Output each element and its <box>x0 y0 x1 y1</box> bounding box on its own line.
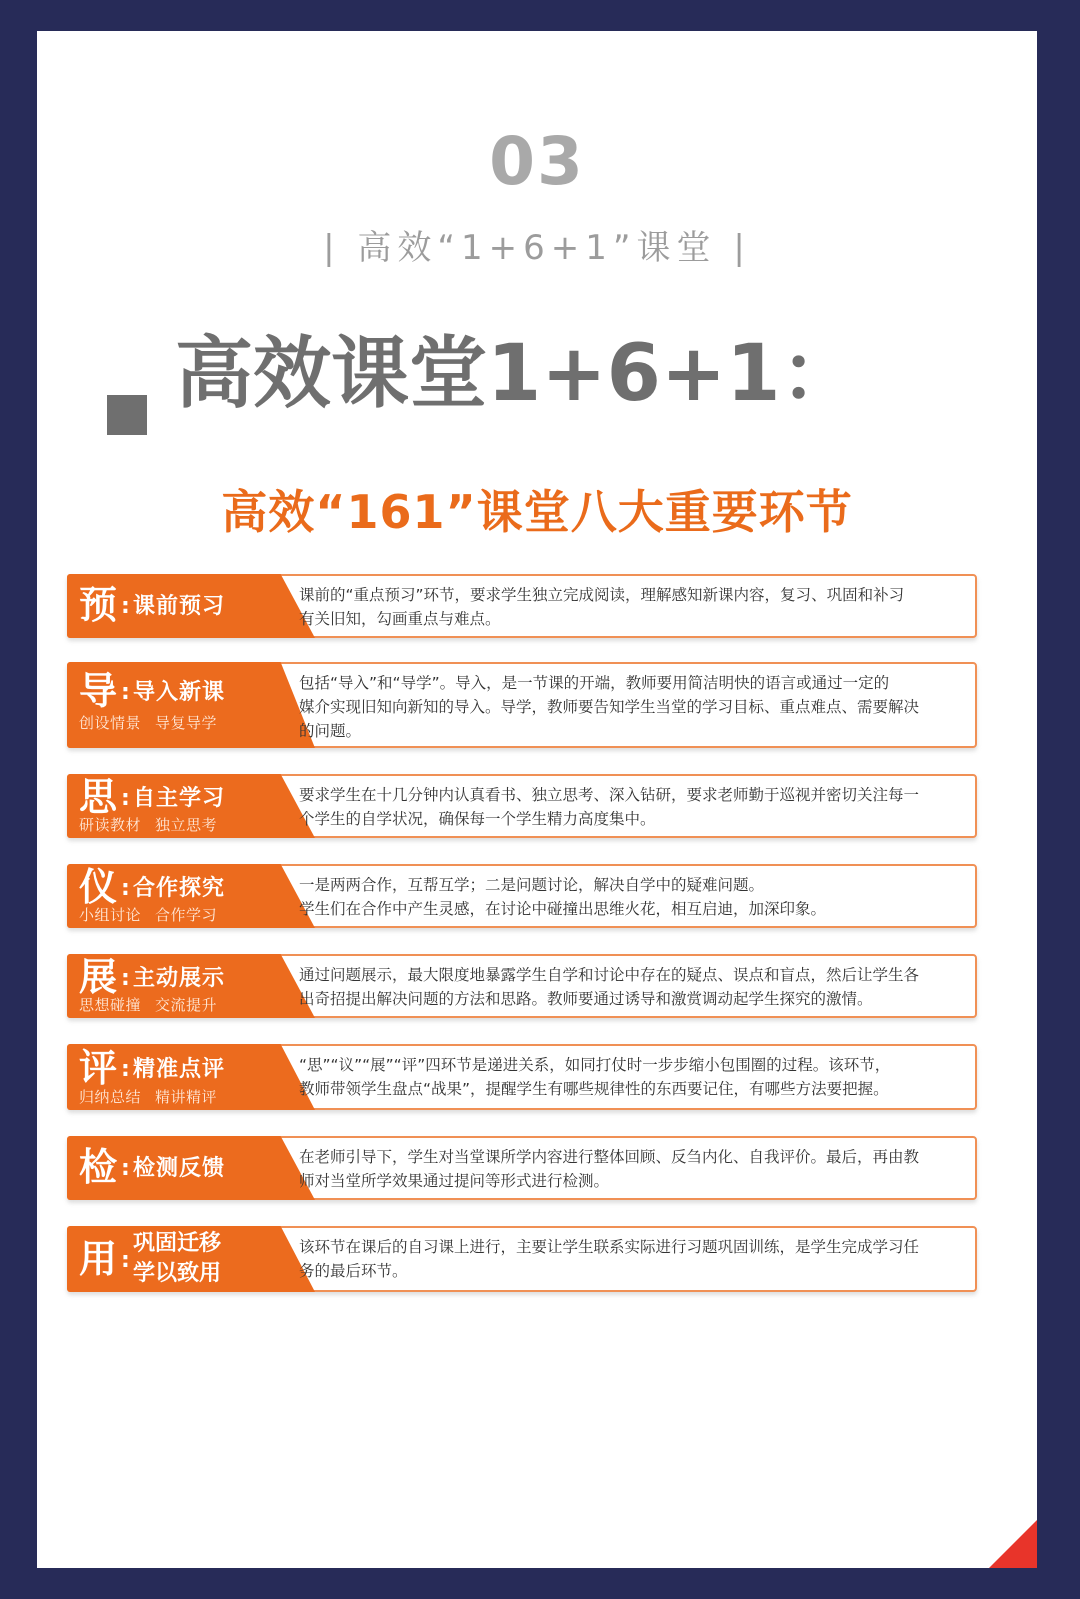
step-tag: 思想碰撞 <box>79 996 142 1014</box>
step-description <box>299 1053 967 1101</box>
step-colon: : <box>121 1156 130 1181</box>
step-row-ping <box>67 1044 977 1110</box>
step-label <box>67 574 275 638</box>
step-colon: : <box>121 966 130 991</box>
step-label <box>67 864 275 928</box>
step-row-jian <box>67 1136 977 1200</box>
step-tag: 创设情景 <box>79 714 142 732</box>
step-row-yi <box>67 864 977 928</box>
desc-line: 该环节在课后的自习课上进行，主要让学生联系实际进行习题巩固训练，是学生完成学习任 <box>299 1238 920 1256</box>
step-row-yu <box>67 574 977 638</box>
step-description <box>299 1145 967 1193</box>
step-description <box>299 1235 967 1283</box>
step-label <box>67 662 275 748</box>
step-tags <box>79 1090 231 1105</box>
step-description <box>299 963 967 1011</box>
section-number: 03 <box>489 123 585 200</box>
step-description <box>299 873 967 921</box>
step-label <box>67 954 275 1018</box>
desc-line: 教师带领学生盘点“战果”，提醒学生有哪些规律性的东西要记住，有哪些方法要把握。 <box>299 1080 889 1098</box>
step-tag: 精讲精评 <box>155 1088 218 1106</box>
step-title: 课前预习 <box>133 594 226 619</box>
desc-line: 的问题。 <box>299 722 362 740</box>
step-title: 合作探究 <box>133 876 226 901</box>
step-tags <box>79 818 231 833</box>
infographic-title: 高效“161”课堂八大重要环节 <box>221 485 853 539</box>
step-char: 检 <box>79 1145 118 1189</box>
step-title: 检测反馈 <box>133 1156 226 1181</box>
step-colon: : <box>121 786 130 811</box>
step-tags <box>79 716 231 731</box>
step-char: 思 <box>79 775 118 819</box>
step-label <box>67 1136 275 1200</box>
step-colon: : <box>121 876 130 901</box>
step-row-zhan <box>67 954 977 1018</box>
step-label <box>67 1044 275 1110</box>
step-title: 精准点评 <box>133 1057 226 1082</box>
step-char: 评 <box>79 1046 118 1090</box>
step-tag: 研读教材 <box>79 816 142 834</box>
desc-line: 课前的“重点预习”环节，要求学生独立完成阅读，理解感知新课内容，复习、巩固和补习 <box>299 586 905 604</box>
desc-line: 个学生的自学状况，确保每一个学生精力高度集中。 <box>299 810 656 828</box>
step-tag: 归纳总结 <box>79 1088 142 1106</box>
desc-line: 一是两两合作，互帮互学；二是问题讨论，解决自学中的疑难问题。 <box>299 876 765 894</box>
step-tag: 合作学习 <box>155 906 218 924</box>
section-subtitle: | 高效“1+6+1”课堂 | <box>323 228 751 268</box>
step-char: 导 <box>79 669 118 713</box>
step-tags <box>79 998 231 1013</box>
step-title-line: 巩固迁移 <box>133 1231 222 1256</box>
desc-line: 务的最后环节。 <box>299 1262 408 1280</box>
step-colon: : <box>121 594 130 619</box>
page-card <box>37 31 1037 1568</box>
desc-line: “思”“议”“展”“评”四环节是递进关系，如同打仗时一步步缩小包围圈的过程。该环节， <box>299 1056 891 1074</box>
step-tag: 小组讨论 <box>79 906 142 924</box>
desc-line: 媒介实现旧知向新知的导入。导学，教师要告知学生当堂的学习目标、重点难点、需要解决 <box>299 698 920 716</box>
desc-line: 要求学生在十几分钟内认真看书、独立思考、深入钻研，要求老师勤于巡视并密切关注每一 <box>299 786 920 804</box>
step-description <box>299 783 967 831</box>
desc-line: 学生们在合作中产生灵感，在讨论中碰撞出思维火花，相互启迪，加深印象。 <box>299 900 827 918</box>
step-char: 用 <box>79 1237 118 1281</box>
step-tag: 交流提升 <box>155 996 218 1014</box>
step-title <box>133 1229 221 1289</box>
step-label <box>67 774 275 838</box>
desc-line: 有关旧知，勾画重点与难点。 <box>299 610 501 628</box>
step-label <box>67 1226 275 1292</box>
step-description <box>299 583 967 631</box>
step-title-line: 学以致用 <box>133 1261 222 1286</box>
step-colon: : <box>121 680 130 705</box>
desc-line: 通过问题展示，最大限度地暴露学生自学和讨论中存在的疑点、误点和盲点，然后让学生各 <box>299 966 920 984</box>
step-row-dao <box>67 662 977 748</box>
step-colon: : <box>121 1248 130 1273</box>
step-row-si <box>67 774 977 838</box>
step-char: 展 <box>79 955 118 999</box>
step-colon: : <box>121 1057 130 1082</box>
square-bullet-icon <box>107 395 147 435</box>
step-char: 预 <box>79 583 118 627</box>
step-tags <box>79 908 231 923</box>
step-title: 导入新课 <box>133 680 226 705</box>
corner-triangle-icon <box>989 1520 1037 1568</box>
desc-line: 师对当堂所学效果通过提问等形式进行检测。 <box>299 1172 610 1190</box>
desc-line: 包括“导入”和“导学”。导入，是一节课的开端，教师要用简洁明快的语言或通过一定的 <box>299 674 890 692</box>
desc-line: 出奇招提出解决问题的方法和思路。教师要通过诱导和激赏调动起学生探究的激情。 <box>299 990 873 1008</box>
page-heading: 高效课堂1+6+1： <box>175 329 859 419</box>
step-title: 自主学习 <box>133 786 226 811</box>
step-title: 主动展示 <box>133 966 226 991</box>
desc-line: 在老师引导下，学生对当堂课所学内容进行整体回顾、反刍内化、自我评价。最后，再由教 <box>299 1148 920 1166</box>
infographic <box>37 481 1037 1341</box>
step-tag: 导复导学 <box>155 714 218 732</box>
step-description <box>299 671 967 743</box>
step-char: 仪 <box>79 865 118 909</box>
step-row-yong <box>67 1226 977 1292</box>
step-tag: 独立思考 <box>155 816 218 834</box>
